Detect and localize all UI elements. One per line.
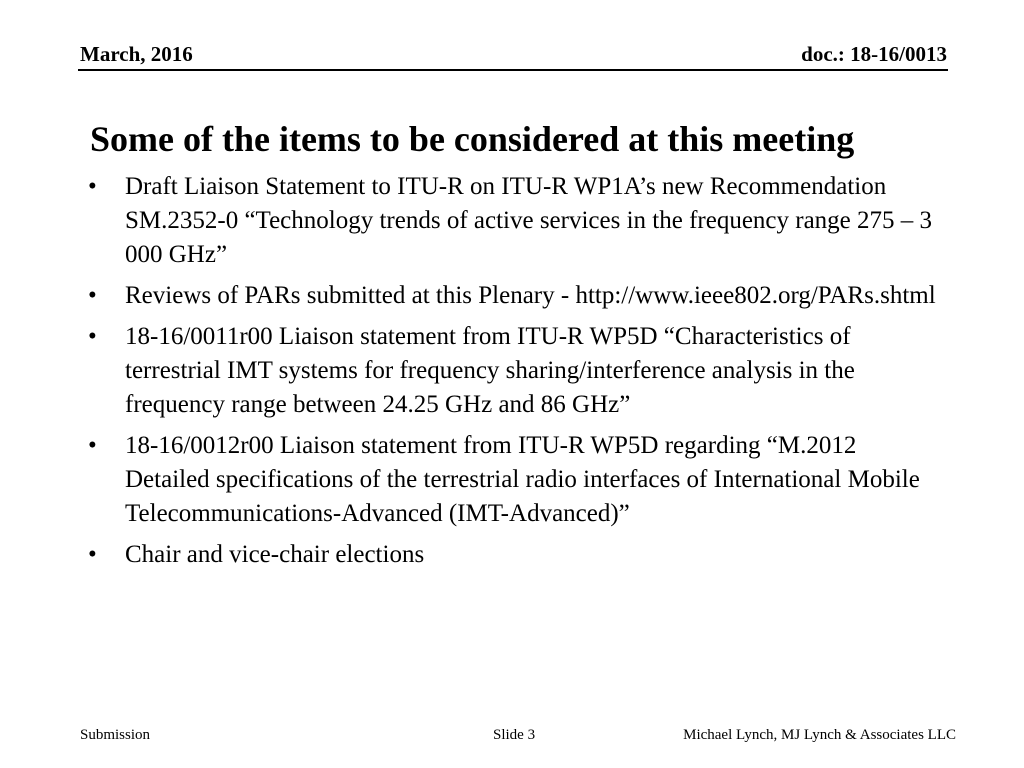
bullet-item-liaison-0012 [88, 429, 938, 531]
bullet-list [88, 170, 938, 579]
bullet-marker: • [88, 173, 97, 200]
slide-title: Some of the items to be considered at this meeting [90, 119, 855, 159]
header-doc-number: doc.: 18-16/0013 [801, 42, 947, 66]
footer-slide-number: Slide 3 [493, 727, 536, 743]
header-date: March, 2016 [80, 42, 193, 66]
bullet-text: Reviews of PARs submitted at this Plenary - http://www.ieee802.org/PARs.shtml [125, 282, 936, 309]
bullet-marker: • [88, 541, 97, 568]
bullet-text: Draft Liaison Statement to ITU-R on ITU-R WP1A’s new Recommendation SM.2352-0 “Technology trends of active services in the frequency range 275 – 3 000 GHz” [125, 173, 933, 268]
bullet-item-liaison-0011 [88, 320, 938, 422]
bullet-item-par-reviews [88, 279, 938, 313]
bullet-marker: • [88, 432, 97, 459]
bullet-text: Chair and vice-chair elections [125, 541, 425, 568]
bullet-item-elections [88, 538, 938, 572]
footer-author: Michael Lynch, MJ Lynch & Associates LLC [683, 727, 956, 743]
bullet-marker: • [88, 323, 97, 350]
footer-submission: Submission [80, 727, 151, 743]
bullet-text: 18-16/0012r00 Liaison statement from ITU-R WP5D regarding “M.2012 Detailed specifications of the terrestrial radio interfaces of International Mobile Telecommunications-Advanced (IMT-Advanced)” [125, 432, 920, 527]
bullet-marker: • [88, 282, 97, 309]
bullet-item-liaison-sm2352 [88, 170, 938, 272]
header-divider [78, 69, 948, 71]
bullet-text: 18-16/0011r00 Liaison statement from ITU-R WP5D “Characteristics of terrestrial IMT systems for frequency sharing/interference analysis in the frequency range between 24.25 GHz and 86 GHz” [125, 323, 855, 418]
